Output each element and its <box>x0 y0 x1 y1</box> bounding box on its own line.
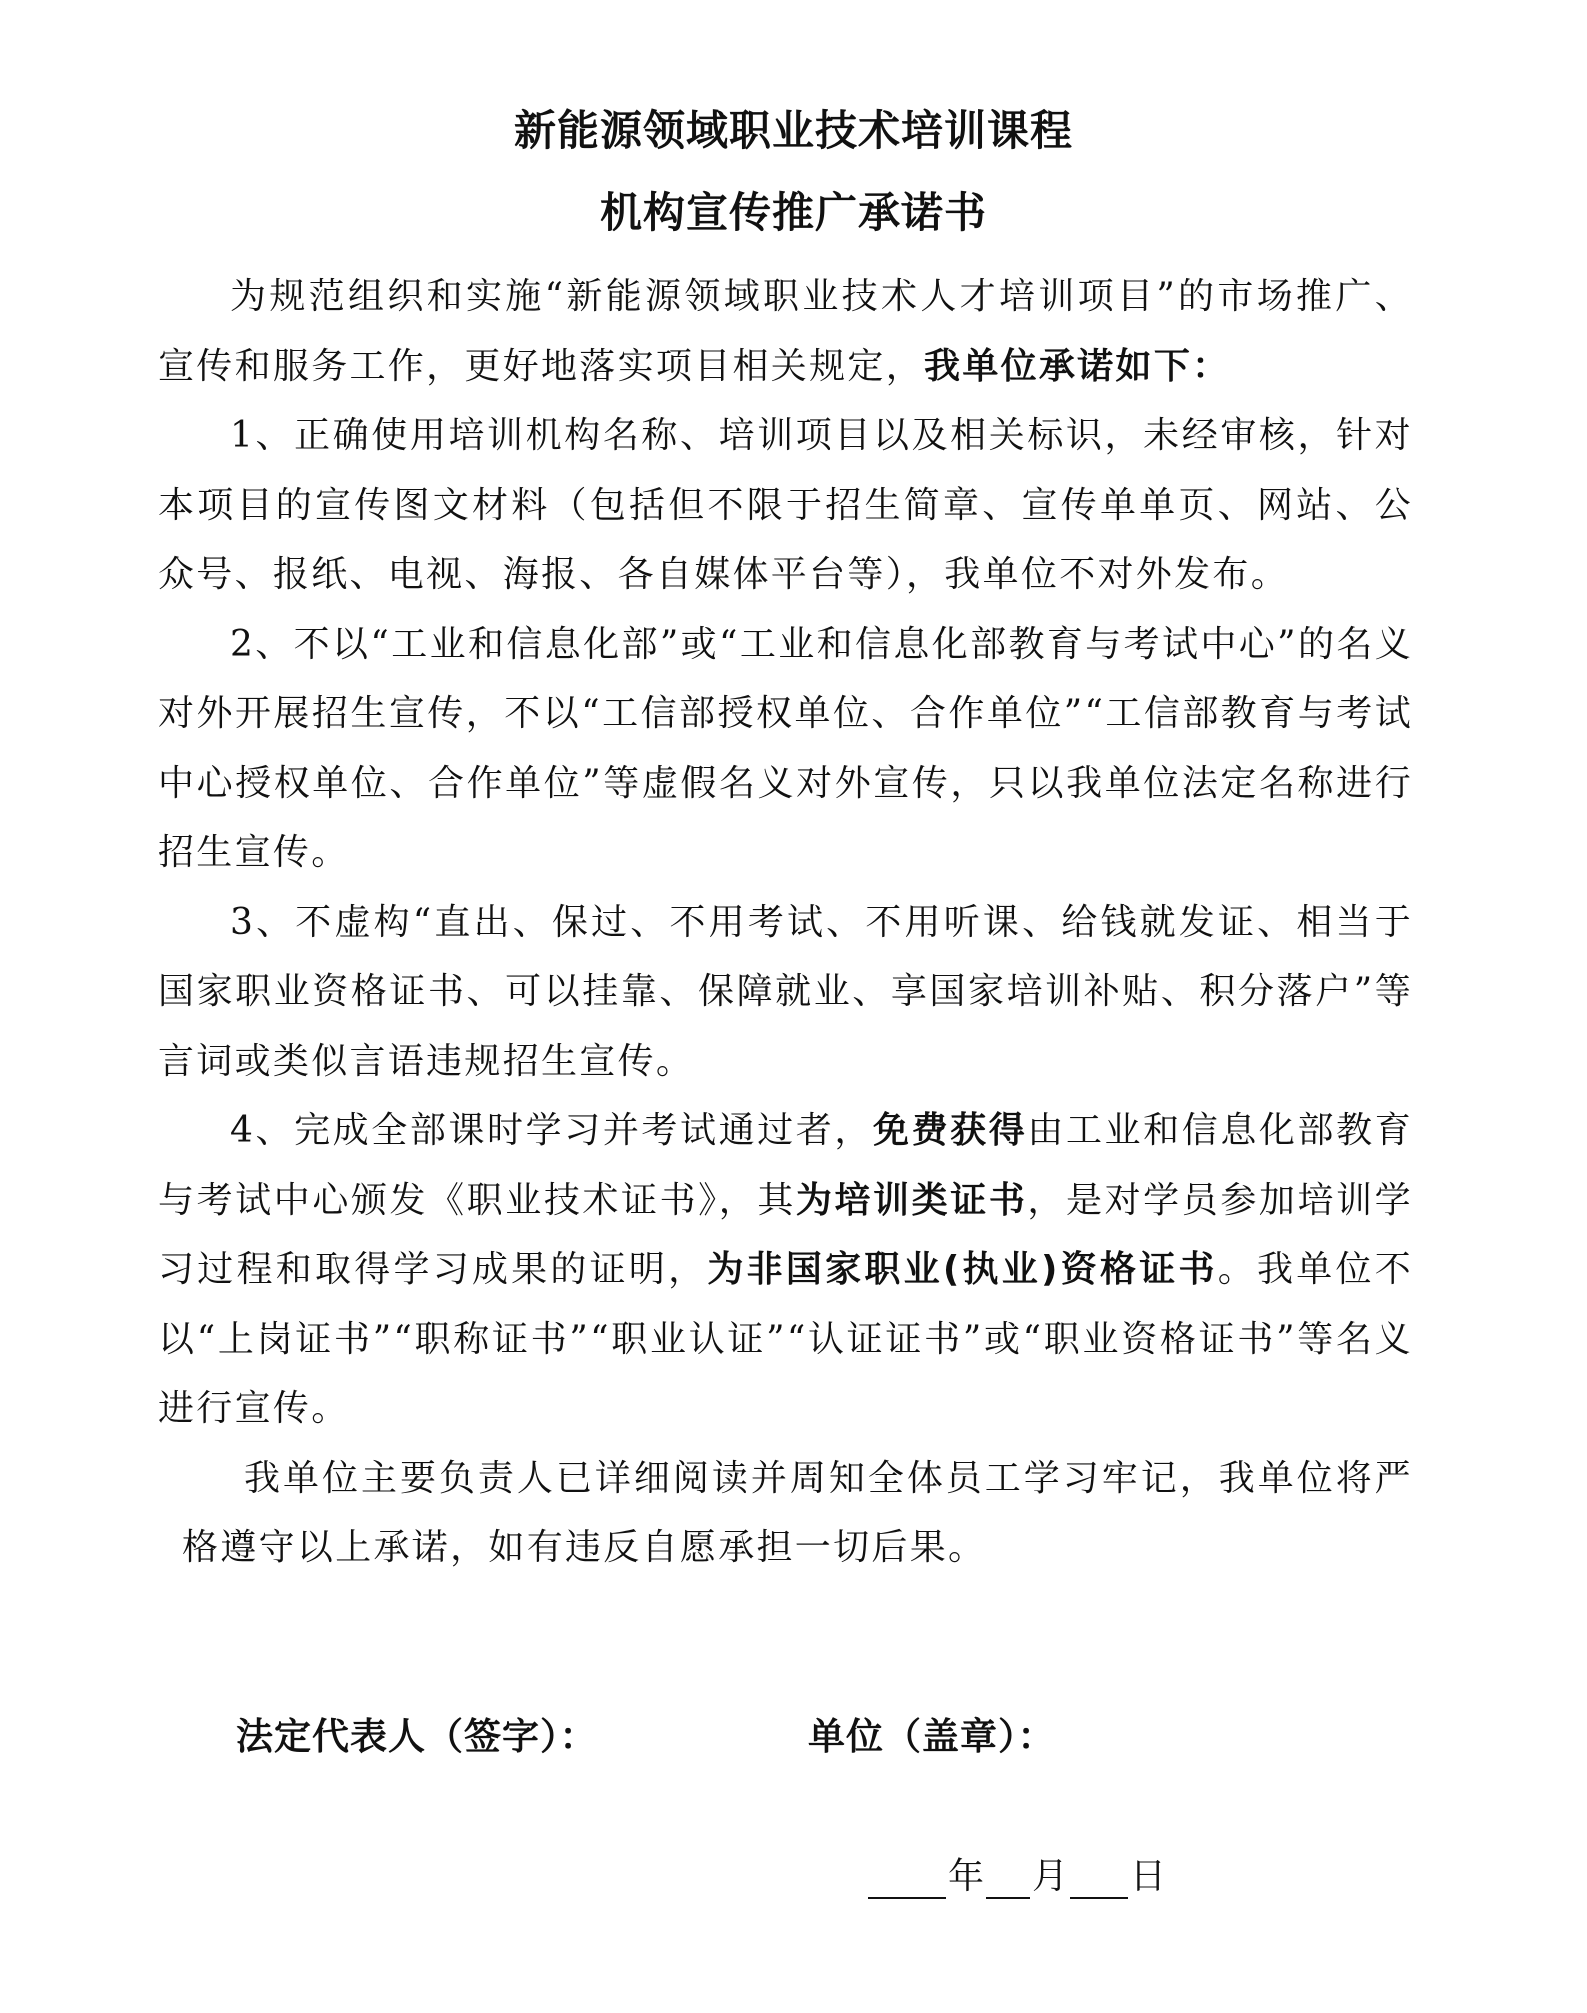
intro-text: 为规范组织和实施“新能源领域职业技术人才培训项目”的市场推广、宣传和服务工作，更好地落实项目相关规定， <box>158 276 1413 387</box>
document-title: 新能源领域职业技术培训课程 <box>513 106 1073 155</box>
intro-paragraph <box>158 262 1413 401</box>
unit-seal-label: 单位（盖章）： <box>808 1715 1056 1758</box>
item4-text-1: 4、完成全部课时学习并考试通过者， <box>230 1110 873 1151</box>
commitment-item-4 <box>158 1096 1413 1444</box>
item4-bold-3: 为非国家职业(执业)资格证书 <box>707 1249 1218 1290</box>
year-label: 年 <box>948 1856 985 1897</box>
commitment-item-3: 3、不虚构“直出、保过、不用考试、不用听课、给钱就发证、相当于国家职业资格证书、可以挂靠、保障就业、享国家培训补贴、积分落户”等言词或类似言语违规招生宣传。 <box>158 901 1413 1082</box>
year-blank <box>868 1857 946 1899</box>
month-label: 月 <box>1032 1856 1069 1897</box>
legal-representative-signature-label: 法定代表人（签字）： <box>236 1715 598 1758</box>
item4-bold-1: 免费获得 <box>872 1110 1028 1151</box>
document-subtitle: 机构宣传推广承诺书 <box>599 188 987 237</box>
date-line <box>866 1848 1166 1899</box>
day-blank <box>1070 1857 1128 1899</box>
item4-text-2: 由工业和信息化部教育与考试中心颁发《职业技术证书》，其 <box>158 1110 1413 1221</box>
month-blank <box>986 1857 1030 1899</box>
commitment-item-2: 2、不以“工业和信息化部”或“工业和信息化部教育与考试中心”的名义对外开展招生宣传，不以“工信部授权单位、合作单位”“工信部教育与考试中心授权单位、合作单位”等虚假名义对外宣传，只以我单位法定名称进行招生宣传。 <box>158 623 1413 873</box>
intro-bold-text: 我单位承诺如下： <box>924 345 1231 387</box>
closing-paragraph: 我单位主要负责人已详细阅读并周知全体员工学习牢记，我单位将严格遵守以上承诺，如有违反自愿承担一切后果。 <box>182 1457 1413 1568</box>
commitment-item-1: 1、正确使用培训机构名称、培训项目以及相关标识，未经审核，针对本项目的宣传图文材料（包括但不限于招生简章、宣传单单页、网站、公众号、报纸、电视、海报、各自媒体平台等），我单位不对外发布。 <box>158 415 1413 595</box>
document-body <box>158 262 1413 1583</box>
item4-text-4: 。我单位不以“上岗证书”“职称证书”“职业认证”“认证证书”或“职业资格证书”等名义进行宣传。 <box>158 1249 1413 1429</box>
day-label: 日 <box>1130 1856 1167 1897</box>
item4-text-3: ，是对学员参加培训学习过程和取得学习成果的证明， <box>158 1179 1413 1290</box>
item4-bold-2: 为培训类证书 <box>795 1179 1028 1221</box>
